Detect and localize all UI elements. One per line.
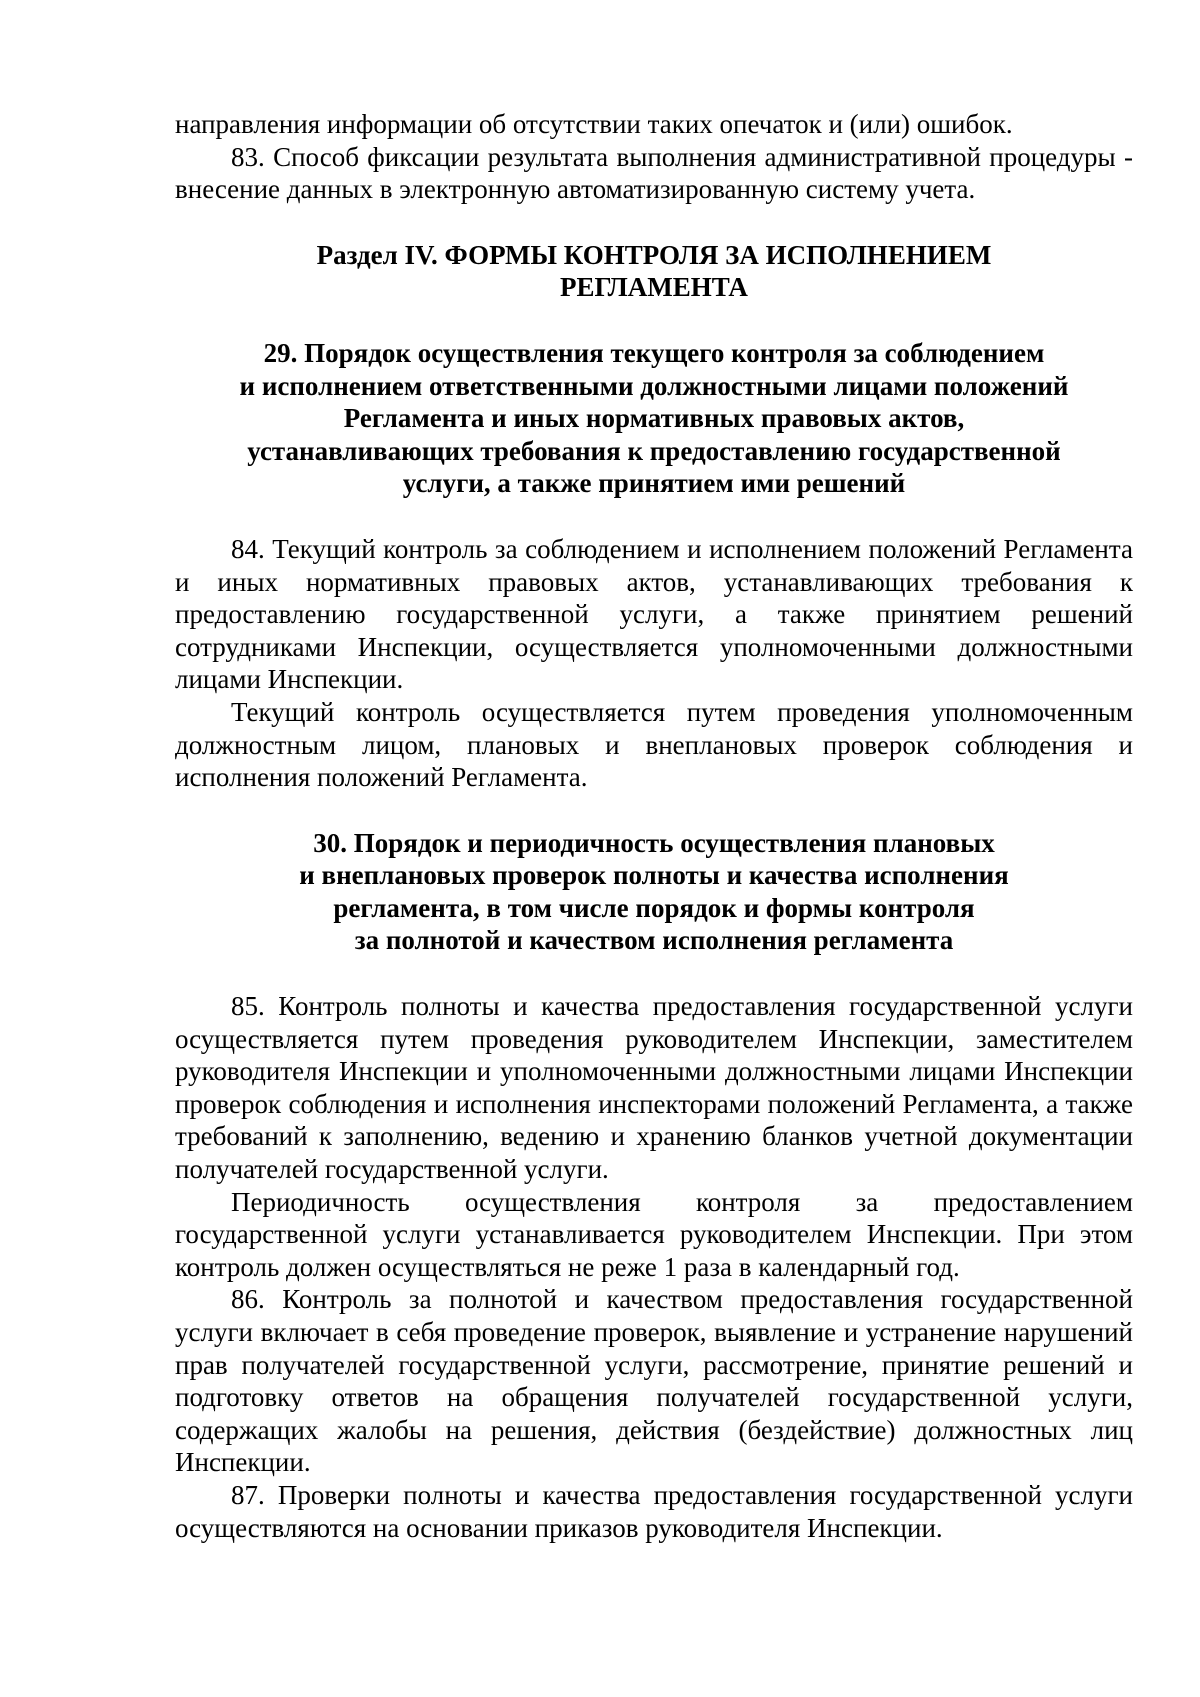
section-title [175, 239, 1133, 304]
paragraph-continuation: направления информации об отсутствии таких опечаток и (или) ошибок. [175, 109, 1013, 139]
paragraph-84-continued: Текущий контроль осуществляется путем проведения уполномоченным должностным лицом, плановых и внеплановых проверок соблюдения и исполнения положений Регламента. [175, 696, 1133, 793]
heading-30-line-1: 30. Порядок и периодичность осуществления плановых [313, 827, 995, 858]
paragraph-84: 84. Текущий контроль за соблюдением и исполнением положений Регламента и иных нормативных правовых актов, устанавливающих требования к предоставлению государственной услуги, а также принятием решений сотрудниками Инспекции, осуществляется уполномоченными должностными лицами Инспекции. [175, 533, 1133, 695]
heading-29-line-4: устанавливающих требования к предоставлению государственной [247, 435, 1061, 466]
heading-29-line-3: Регламента и иных нормативных правовых актов, [343, 403, 965, 434]
heading-29 [175, 337, 1133, 500]
heading-29-line-1: 29. Порядок осуществления текущего контроля за соблюдением [263, 337, 1045, 368]
paragraph-85: 85. Контроль полноты и качества предоставления государственной услуги осуществляется путем проведения руководителем Инспекции, заместителем руководителя Инспекции и уполномоченными должностными лицами Инспекции проверок соблюдения и исполнения инспекторами положений Регламента, а также требований к заполнению, ведению и хранению бланков учетной документации получателей государственной услуги. [175, 991, 1133, 1185]
heading-29-line-5: услуги, а также принятием ими решений [402, 468, 906, 499]
paragraph-85-periodicity: Периодичность осуществления контроля за предоставлением государственной услуги устанавливается руководителем Инспекции. При этом контроль должен осуществляться не реже 1 раза в календарный год. [175, 1186, 1133, 1282]
paragraph-86: 86. Контроль за полнотой и качеством предоставления государственной услуги включает в себя проведение проверок, выявление и устранение нарушений прав получателей государственной услуги, рассмотрение, принятие решений и подготовку ответов на обращения получателей государственной услуги, содержащих жалобы на решения, действия (бездействие) должностных лиц Инспекции. [175, 1284, 1133, 1478]
paragraph-87: 87. Проверки полноты и качества предоставления государственной услуги осуществляются на основании приказов руководителя Инспекции. [175, 1479, 1133, 1543]
paragraph-83: 83. Способ фиксации результата выполнения административной процедуры - внесение данных в электронную автоматизированную систему учета. [175, 141, 1133, 205]
heading-30 [175, 827, 1133, 957]
document-page [175, 108, 1133, 1544]
heading-30-line-3: регламента, в том числе порядок и формы контроля [333, 892, 975, 923]
heading-30-line-4: за полнотой и качеством исполнения регламента [354, 925, 954, 956]
heading-30-line-2: и внеплановых проверок полноты и качества исполнения [299, 860, 1009, 891]
section-title-line-1: Раздел IV. ФОРМЫ КОНТРОЛЯ ЗА ИСПОЛНЕНИЕМ [316, 239, 992, 270]
section-title-line-2: РЕГЛАМЕНТА [560, 272, 748, 303]
heading-29-line-2: и исполнением ответственными должностными лицами положений [239, 370, 1069, 401]
